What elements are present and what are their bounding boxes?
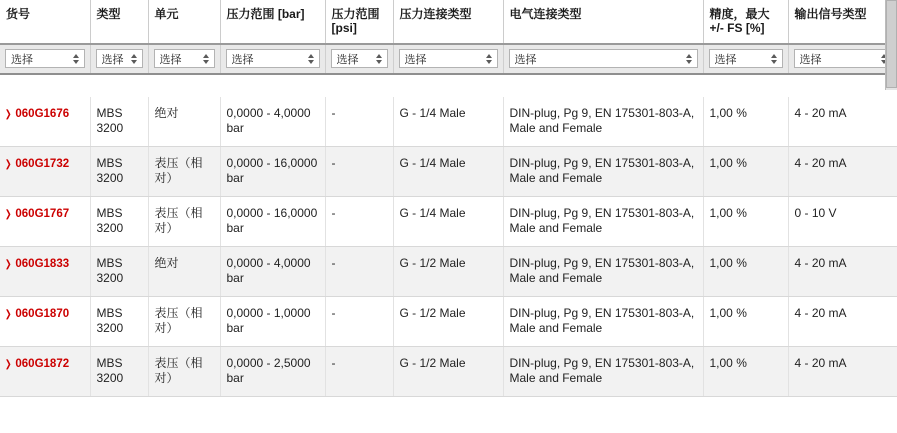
vertical-scrollbar-track[interactable] — [885, 0, 897, 90]
cell-pressure-range-bar: 0,0000 - 2,5000 bar — [220, 347, 325, 397]
chevron-updown-icon[interactable] — [684, 54, 695, 64]
column-header-label: 单元 — [154, 7, 179, 21]
filter-select-label: 选择 — [514, 53, 537, 66]
column-header-output-signal[interactable] — [788, 0, 897, 44]
filter-select-pressure-connection[interactable] — [399, 49, 498, 68]
cell-type: MBS 3200 — [90, 247, 148, 297]
cell-pressure-range-bar: 0,0000 - 16,0000 bar — [220, 197, 325, 247]
chevron-right-icon: ❯ — [4, 309, 12, 320]
filter-cell-type — [90, 44, 148, 74]
cell-pressure-range-bar: 0,0000 - 1,0000 bar — [220, 297, 325, 347]
chevron-right-icon: ❯ — [4, 159, 12, 170]
filter-select-unit[interactable] — [154, 49, 215, 68]
cell-unit: 表压（相对） — [148, 197, 220, 247]
cell-code — [0, 247, 90, 297]
column-header-type[interactable] — [90, 0, 148, 44]
cell-pressure-range-psi: - — [325, 297, 393, 347]
cell-type: MBS 3200 — [90, 97, 148, 147]
chevron-updown-icon[interactable] — [374, 54, 385, 64]
table-row[interactable] — [0, 297, 897, 347]
cell-electrical-connection: DIN-plug, Pg 9, EN 175301-803-A, Male and Female — [503, 247, 703, 297]
cell-type: MBS 3200 — [90, 347, 148, 397]
chevron-right-icon: ❯ — [4, 209, 12, 220]
product-code-link[interactable]: 060G1732 — [15, 158, 70, 170]
filter-select-label: 选择 — [11, 53, 33, 66]
column-header-label: 压力连接类型 — [399, 7, 472, 21]
column-header-accuracy[interactable] — [703, 0, 788, 44]
table-row[interactable] — [0, 347, 897, 397]
cell-output-signal: 4 - 20 mA — [788, 97, 897, 147]
chevron-right-icon: ❯ — [4, 109, 12, 120]
column-header-pressure-range-bar[interactable] — [220, 0, 325, 44]
cell-accuracy: 1,00 % — [703, 247, 788, 297]
cell-pressure-range-psi: - — [325, 247, 393, 297]
cell-code — [0, 347, 90, 397]
chevron-updown-icon[interactable] — [484, 54, 495, 64]
chevron-updown-icon[interactable] — [306, 54, 317, 64]
cell-code — [0, 197, 90, 247]
chevron-right-icon: ❯ — [4, 359, 12, 370]
column-header-pressure-range-psi[interactable] — [325, 0, 393, 44]
filter-select-label: 选择 — [799, 53, 822, 66]
filter-select-pressure-range-psi[interactable] — [331, 49, 388, 68]
filter-select-output-signal[interactable] — [794, 49, 893, 68]
cell-pressure-range-psi: - — [325, 197, 393, 247]
cell-electrical-connection: DIN-plug, Pg 9, EN 175301-803-A, Male and Female — [503, 197, 703, 247]
cell-pressure-range-bar: 0,0000 - 16,0000 bar — [220, 147, 325, 197]
chevron-updown-icon[interactable] — [129, 54, 140, 64]
column-header-pressure-connection[interactable] — [393, 0, 503, 44]
cell-pressure-connection: G - 1/2 Male — [393, 297, 503, 347]
column-header-label: 货号 — [6, 7, 31, 21]
filter-select-label: 选择 — [714, 53, 737, 66]
vertical-scrollbar-thumb[interactable] — [886, 0, 897, 88]
filter-cell-electrical-connection — [503, 44, 703, 74]
cell-accuracy: 1,00 % — [703, 347, 788, 397]
chevron-right-icon: ❯ — [4, 259, 12, 270]
filter-select-label: 选择 — [159, 53, 182, 66]
cell-output-signal: 0 - 10 V — [788, 197, 897, 247]
column-header-label: 输出信号类型 — [794, 7, 867, 21]
product-code-link[interactable]: 060G1676 — [15, 108, 70, 120]
product-code-link[interactable]: 060G1767 — [15, 208, 70, 220]
filter-select-electrical-connection[interactable] — [509, 49, 698, 68]
cell-output-signal: 4 - 20 mA — [788, 347, 897, 397]
filter-cell-pressure-connection — [393, 44, 503, 74]
cell-unit: 表压（相对） — [148, 347, 220, 397]
filter-select-accuracy[interactable] — [709, 49, 783, 68]
cell-unit: 绝对 — [148, 247, 220, 297]
cell-electrical-connection: DIN-plug, Pg 9, EN 175301-803-A, Male and Female — [503, 97, 703, 147]
cell-type: MBS 3200 — [90, 197, 148, 247]
cell-unit: 表压（相对） — [148, 147, 220, 197]
table-header — [0, 0, 897, 97]
filter-cell-pressure-range-psi — [325, 44, 393, 74]
table-row[interactable] — [0, 247, 897, 297]
table-row[interactable] — [0, 147, 897, 197]
table-body — [0, 97, 897, 397]
cell-unit: 绝对 — [148, 97, 220, 147]
cell-code — [0, 97, 90, 147]
filter-select-code[interactable] — [5, 49, 85, 68]
cell-pressure-range-psi: - — [325, 147, 393, 197]
column-header-label: 压力范围 [bar] — [226, 7, 305, 21]
spacer-row — [0, 74, 897, 97]
cell-pressure-range-psi: - — [325, 97, 393, 147]
filter-cell-output-signal — [788, 44, 897, 74]
filter-select-label: 选择 — [404, 53, 427, 66]
cell-pressure-connection: G - 1/4 Male — [393, 197, 503, 247]
cell-pressure-connection: G - 1/2 Male — [393, 247, 503, 297]
cell-type: MBS 3200 — [90, 147, 148, 197]
cell-output-signal: 4 - 20 mA — [788, 147, 897, 197]
spacer-cell — [0, 74, 897, 97]
column-header-electrical-connection[interactable] — [503, 0, 703, 44]
chevron-updown-icon[interactable] — [769, 54, 780, 64]
cell-accuracy: 1,00 % — [703, 97, 788, 147]
cell-output-signal: 4 - 20 mA — [788, 247, 897, 297]
product-code-link[interactable]: 060G1872 — [15, 358, 70, 370]
cell-code — [0, 147, 90, 197]
cell-pressure-connection: G - 1/2 Male — [393, 347, 503, 397]
table-row[interactable] — [0, 197, 897, 247]
cell-electrical-connection: DIN-plug, Pg 9, EN 175301-803-A, Male and Female — [503, 147, 703, 197]
cell-type: MBS 3200 — [90, 297, 148, 347]
filter-cell-accuracy — [703, 44, 788, 74]
column-header-unit[interactable] — [148, 0, 220, 44]
column-header-label: 电气连接类型 — [509, 7, 582, 21]
column-header-code[interactable] — [0, 0, 90, 44]
cell-accuracy: 1,00 % — [703, 297, 788, 347]
cell-pressure-connection: G - 1/4 Male — [393, 97, 503, 147]
filter-select-label: 选择 — [231, 53, 254, 66]
cell-accuracy: 1,00 % — [703, 197, 788, 247]
filter-select-pressure-range-bar[interactable] — [226, 49, 320, 68]
column-header-label: 压力范围 [psi] — [331, 7, 380, 35]
cell-pressure-range-psi: - — [325, 347, 393, 397]
header-row — [0, 0, 897, 44]
filter-cell-unit — [148, 44, 220, 74]
cell-pressure-connection: G - 1/4 Male — [393, 147, 503, 197]
column-header-label: 精度，最大 +/- FS [%] — [709, 7, 770, 35]
cell-electrical-connection: DIN-plug, Pg 9, EN 175301-803-A, Male and Female — [503, 297, 703, 347]
cell-code — [0, 297, 90, 347]
chevron-updown-icon[interactable] — [201, 54, 212, 64]
filter-cell-pressure-range-bar — [220, 44, 325, 74]
filter-select-label: 选择 — [101, 53, 124, 66]
cell-accuracy: 1,00 % — [703, 147, 788, 197]
cell-electrical-connection: DIN-plug, Pg 9, EN 175301-803-A, Male and Female — [503, 347, 703, 397]
filter-cell-code — [0, 44, 90, 74]
cell-unit: 表压（相对） — [148, 297, 220, 347]
chevron-updown-icon[interactable] — [71, 54, 82, 64]
filter-select-type[interactable] — [96, 49, 143, 68]
cell-pressure-range-bar: 0,0000 - 4,0000 bar — [220, 97, 325, 147]
filter-select-label: 选择 — [336, 53, 359, 66]
table-row[interactable] — [0, 97, 897, 147]
filter-row — [0, 44, 897, 74]
column-header-label: 类型 — [96, 7, 121, 21]
cell-pressure-range-bar: 0,0000 - 4,0000 bar — [220, 247, 325, 297]
product-code-link[interactable]: 060G1833 — [15, 258, 70, 270]
cell-output-signal: 4 - 20 mA — [788, 297, 897, 347]
product-code-link[interactable]: 060G1870 — [15, 308, 70, 320]
